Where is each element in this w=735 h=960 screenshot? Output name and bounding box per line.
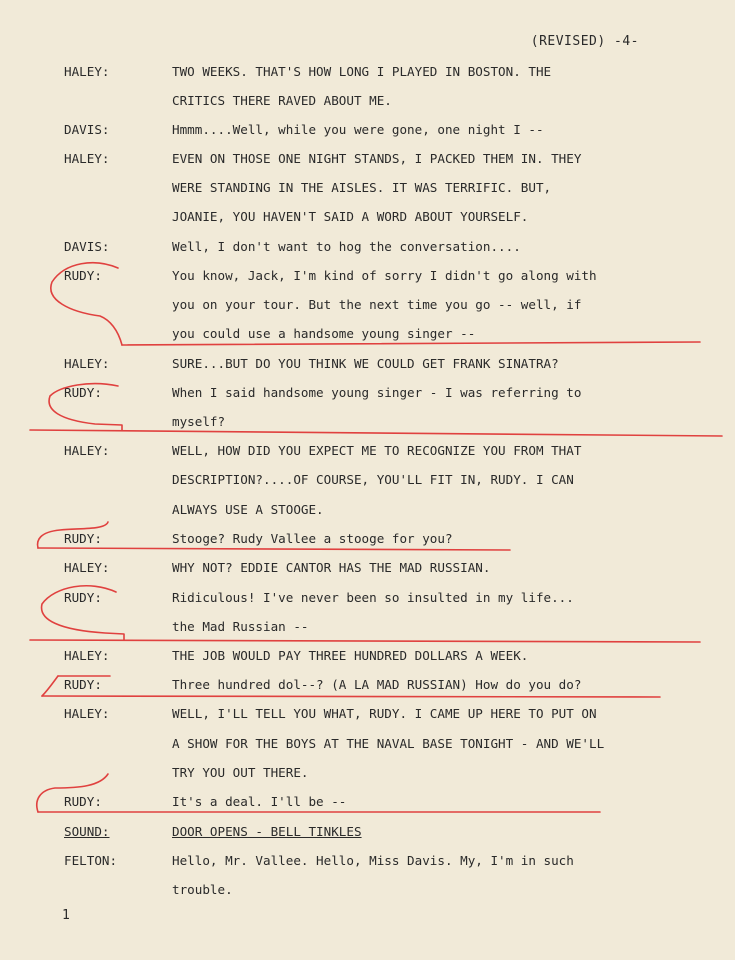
script-line: [0, 675, 735, 695]
speaker-label: RUDY:: [64, 385, 102, 400]
dialogue-text: EVEN ON THOSE ONE NIGHT STANDS, I PACKED THEM IN. THEY: [172, 151, 582, 166]
script-line: [0, 91, 735, 111]
speaker-label: HALEY:: [64, 648, 110, 663]
script-line: [0, 822, 735, 842]
dialogue-text: Three hundred dol--? (A LA MAD RUSSIAN) How do you do?: [172, 677, 582, 692]
dialogue-text: ALWAYS USE A STOOGE.: [172, 502, 324, 517]
speaker-label: RUDY:: [64, 794, 102, 809]
dialogue-text: DESCRIPTION?....OF COURSE, YOU'LL FIT IN, RUDY. I CAN: [172, 472, 574, 487]
script-line: [0, 646, 735, 666]
script-line: [0, 237, 735, 257]
dialogue-text: THE JOB WOULD PAY THREE HUNDRED DOLLARS A WEEK.: [172, 648, 529, 663]
speaker-label: HALEY:: [64, 706, 110, 721]
revision-header: (REVISED) -4-: [530, 34, 639, 49]
dialogue-text: Hello, Mr. Vallee. Hello, Miss Davis. My, I'm in such: [172, 853, 574, 868]
speaker-label: HALEY:: [64, 356, 110, 371]
dialogue-text: WELL, HOW DID YOU EXPECT ME TO RECOGNIZE YOU FROM THAT: [172, 443, 582, 458]
script-line: [0, 149, 735, 169]
speaker-label: HALEY:: [64, 560, 110, 575]
script-line: [0, 178, 735, 198]
dialogue-text: SURE...BUT DO YOU THINK WE COULD GET FRANK SINATRA?: [172, 356, 559, 371]
pencil-underline: [30, 640, 700, 642]
speaker-label: DAVIS:: [64, 122, 110, 137]
dialogue-text: trouble.: [172, 882, 233, 897]
speaker-label: DAVIS:: [64, 239, 110, 254]
script-line: [0, 704, 735, 724]
sound-label: SOUND:: [64, 824, 110, 839]
speaker-label: HALEY:: [64, 151, 110, 166]
speaker-label: HALEY:: [64, 64, 110, 79]
script-line: [0, 441, 735, 461]
script-line: [0, 120, 735, 140]
speaker-label: HALEY:: [64, 443, 110, 458]
script-line: [0, 734, 735, 754]
dialogue-text: It's a deal. I'll be --: [172, 794, 347, 809]
script-line: [0, 792, 735, 812]
script-line: [0, 354, 735, 374]
dialogue-text: You know, Jack, I'm kind of sorry I didn't go along with: [172, 268, 597, 283]
script-line: [0, 529, 735, 549]
dialogue-text: you could use a handsome young singer --: [172, 326, 476, 341]
script-line: [0, 62, 735, 82]
dialogue-text: When I said handsome young singer - I was referring to: [172, 385, 582, 400]
script-line: [0, 324, 735, 344]
dialogue-text: WERE STANDING IN THE AISLES. IT WAS TERRIFIC. BUT,: [172, 180, 552, 195]
dialogue-text: the Mad Russian --: [172, 619, 309, 634]
script-line: [0, 412, 735, 432]
dialogue-text: Hmmm....Well, while you were gone, one night I --: [172, 122, 544, 137]
script-line: [0, 851, 735, 871]
script-line: [0, 763, 735, 783]
dialogue-text: WELL, I'LL TELL YOU WHAT, RUDY. I CAME UP HERE TO PUT ON: [172, 706, 597, 721]
dialogue-text: A SHOW FOR THE BOYS AT THE NAVAL BASE TONIGHT - AND WE'LL: [172, 736, 605, 751]
speaker-label: RUDY:: [64, 268, 102, 283]
page-number: 1: [62, 908, 70, 923]
dialogue-text: CRITICS THERE RAVED ABOUT ME.: [172, 93, 392, 108]
dialogue-text: WHY NOT? EDDIE CANTOR HAS THE MAD RUSSIAN.: [172, 560, 491, 575]
script-line: [0, 558, 735, 578]
speaker-label: FELTON:: [64, 853, 118, 868]
script-line: [0, 500, 735, 520]
dialogue-text: Well, I don't want to hog the conversation....: [172, 239, 521, 254]
script-line: [0, 383, 735, 403]
script-line: [0, 617, 735, 637]
dialogue-text: Stooge? Rudy Vallee a stooge for you?: [172, 531, 453, 546]
script-line: [0, 880, 735, 900]
dialogue-text: JOANIE, YOU HAVEN'T SAID A WORD ABOUT YOURSELF.: [172, 209, 529, 224]
script-line: [0, 588, 735, 608]
script-line: [0, 207, 735, 227]
speaker-label: RUDY:: [64, 590, 102, 605]
script-line: [0, 470, 735, 490]
dialogue-text: TWO WEEKS. THAT'S HOW LONG I PLAYED IN BOSTON. THE: [172, 64, 552, 79]
speaker-label: RUDY:: [64, 677, 102, 692]
dialogue-text: you on your tour. But the next time you go -- well, if: [172, 297, 582, 312]
speaker-label: RUDY:: [64, 531, 102, 546]
dialogue-text: myself?: [172, 414, 226, 429]
sound-cue: DOOR OPENS - BELL TINKLES: [172, 824, 362, 839]
dialogue-text: Ridiculous! I've never been so insulted in my life...: [172, 590, 574, 605]
script-line: [0, 266, 735, 286]
dialogue-text: TRY YOU OUT THERE.: [172, 765, 309, 780]
script-line: [0, 295, 735, 315]
